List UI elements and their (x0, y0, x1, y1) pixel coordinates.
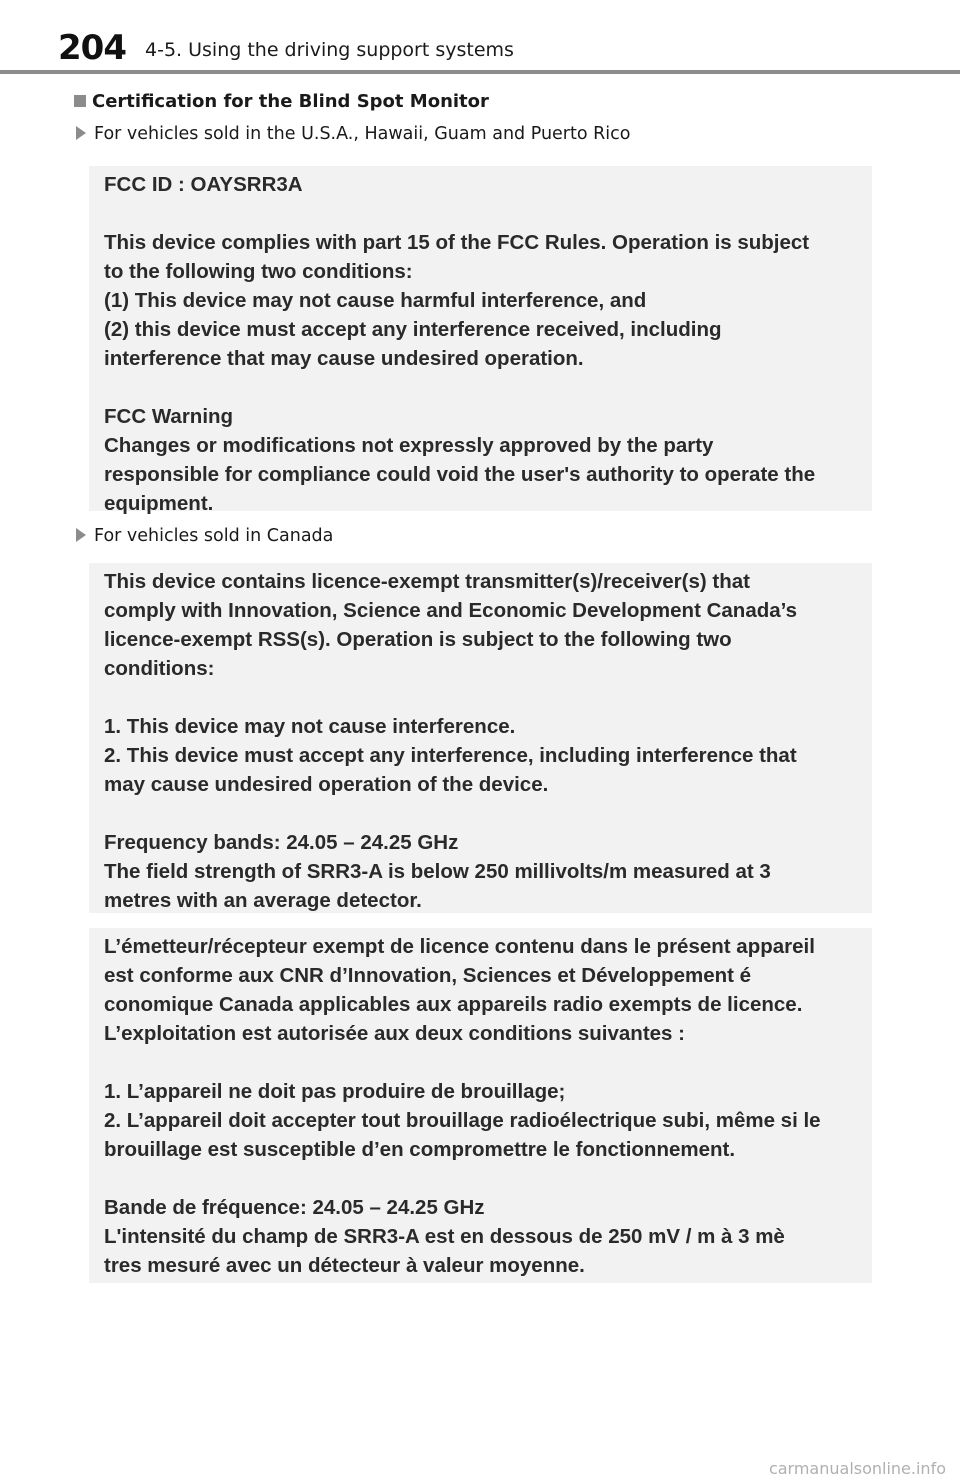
bullet-us (76, 124, 630, 144)
triangle-bullet-icon (76, 126, 86, 140)
label-line: brouillage est susceptible d’en compromettre le fonctionnement. (104, 1138, 736, 1161)
section-title: 4-5. Using the driving support systems (145, 39, 514, 61)
square-bullet-icon (74, 95, 86, 107)
label-line: FCC ID : OAYSRR3A (104, 173, 303, 196)
label-line: FCC Warning (104, 405, 234, 428)
subheading (74, 91, 489, 112)
bullet-us-text: For vehicles sold in the U.S.A., Hawaii, Guam and Puerto Rico (94, 124, 631, 144)
triangle-bullet-icon (76, 528, 86, 542)
label-line: licence-exempt RSS(s). Operation is subject to the following two (104, 628, 732, 651)
label-line: metres with an average detector. (104, 889, 422, 912)
canada-label-image (89, 563, 872, 913)
label-line: L’émetteur/récepteur exempt de licence contenu dans le présent appareil (104, 935, 815, 958)
label-line: equipment. (104, 492, 214, 515)
label-line: Bande de fréquence: 24.05 – 24.25 GHz (104, 1196, 485, 1219)
label-line: comply with Innovation, Science and Economic Development Canada’s (104, 599, 797, 622)
label-line: 1. L’appareil ne doit pas produire de brouillage; (104, 1080, 566, 1103)
label-line: Changes or modifications not expressly approved by the party (104, 434, 714, 457)
watermark: carmanualsonline.info (768, 1459, 946, 1478)
label-line: The field strength of SRR3-A is below 250 millivolts/m measured at 3 (104, 860, 771, 883)
label-line: 2. L’appareil doit accepter tout brouillage radioélectrique subi, même si le (104, 1109, 821, 1132)
bullet-canada-text: For vehicles sold in Canada (94, 526, 334, 546)
subheading-text: Certification for the Blind Spot Monitor (92, 91, 489, 112)
label-line: responsible for compliance could void the user's authority to operate the (104, 463, 816, 486)
label-line: (1) This device may not cause harmful interference, and (104, 289, 647, 312)
french-label-image (89, 928, 872, 1283)
label-line: (2) this device must accept any interference received, including (104, 318, 722, 341)
label-line: 1. This device may not cause interference. (104, 715, 516, 738)
bullet-canada (76, 526, 333, 546)
label-line: L'intensité du champ de SRR3-A est en dessous de 250 mV / m à 3 mè (104, 1225, 785, 1248)
label-line: est conforme aux CNR d’Innovation, Sciences et Développement é (104, 964, 752, 987)
label-line: may cause undesired operation of the device. (104, 773, 549, 796)
fcc-label-image (89, 166, 872, 515)
label-line: tres mesuré avec un détecteur à valeur moyenne. (104, 1254, 585, 1277)
label-line: This device complies with part 15 of the FCC Rules. Operation is subject (104, 231, 810, 254)
label-line: conditions: (104, 657, 215, 680)
page-header (0, 0, 960, 72)
label-line: This device contains licence-exempt transmitter(s)/receiver(s) that (104, 570, 750, 593)
header-divider (0, 70, 960, 74)
label-line: 2. This device must accept any interference, including interference that (104, 744, 797, 767)
label-line: L’exploitation est autorisée aux deux conditions suivantes : (104, 1022, 685, 1045)
label-line: interference that may cause undesired operation. (104, 347, 584, 370)
label-line: to the following two conditions: (104, 260, 413, 283)
label-line: Frequency bands: 24.05 – 24.25 GHz (104, 831, 459, 854)
label-line: conomique Canada applicables aux appareils radio exempts de licence. (104, 993, 803, 1016)
page-number: 204 (58, 28, 126, 68)
